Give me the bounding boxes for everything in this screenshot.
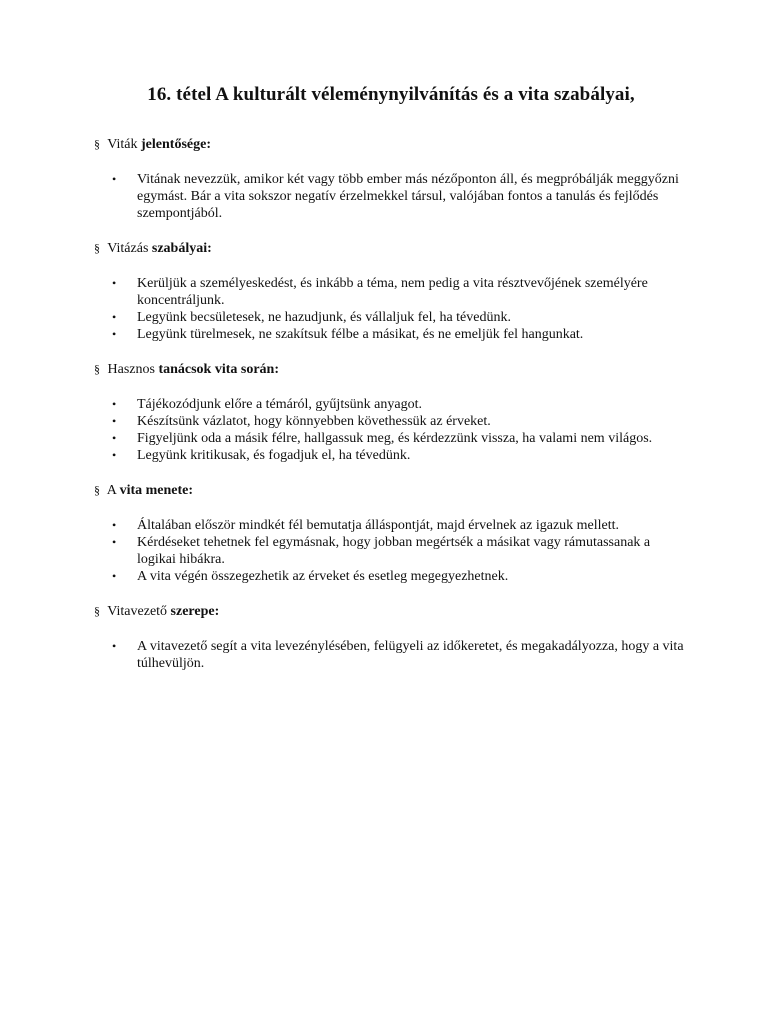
bullet-icon: • [112, 569, 117, 583]
section-heading-bold: tanácsok vita során: [158, 362, 279, 377]
list-item [94, 534, 688, 568]
document-title: 16. tétel A kulturált véleménynyilvánítás és a vita szabályai, [147, 84, 635, 105]
bullet-list [94, 396, 688, 464]
list-item-text: Kerüljük a személyeskedést, és inkább a téma, nem pedig a vita résztvevőjének személyére koncentráljunk. [137, 276, 648, 308]
section-marker-icon: § [94, 241, 100, 255]
list-item [94, 517, 688, 534]
section-marker-icon: § [94, 137, 100, 151]
section-heading-text: Vitavezető [107, 604, 171, 619]
list-item [94, 447, 688, 464]
section-heading-bold: vita menete: [119, 483, 194, 498]
list-item [94, 396, 688, 413]
bullet-icon: • [112, 518, 117, 532]
section-heading [94, 240, 688, 257]
list-item-text: A vita végén összegezhetik az érveket és esetleg megegyezhetnek. [137, 569, 509, 584]
list-item-text: Legyünk becsületesek, ne hazudjunk, és vállaljuk fel, ha tévedünk. [137, 310, 511, 325]
bullet-list [94, 171, 688, 222]
section-marker-icon: § [94, 483, 100, 497]
section-tanacsok [94, 361, 688, 464]
section-jelentosege [94, 136, 688, 222]
list-item-text: Kérdéseket tehetnek fel egymásnak, hogy jobban megértsék a másikat vagy rámutassanak a logikai hibákra. [137, 535, 651, 567]
bullet-list [94, 275, 688, 343]
section-heading-bold: szerepe: [170, 604, 220, 619]
list-item [94, 309, 688, 326]
list-item [94, 568, 688, 585]
section-heading-text: Vitázás [107, 241, 152, 256]
bullet-icon: • [112, 172, 117, 186]
list-item [94, 638, 688, 672]
list-item-text: Figyeljünk oda a másik félre, hallgassuk meg, és kérdezzünk vissza, ha valami nem világos. [137, 431, 653, 446]
section-heading-text: Hasznos [107, 362, 159, 377]
bullet-icon: • [112, 639, 117, 653]
section-marker-icon: § [94, 362, 100, 376]
section-heading-text: A [106, 483, 120, 498]
section-heading [94, 136, 688, 153]
section-heading-bold: szabályai: [151, 241, 212, 256]
list-item-text: Tájékozódjunk előre a témáról, gyűjtsünk anyagot. [137, 397, 422, 412]
section-vitavezeto [94, 603, 688, 672]
bullet-icon: • [112, 448, 117, 462]
bullet-icon: • [112, 535, 117, 549]
bullet-icon: • [112, 276, 117, 290]
list-item-text: Legyünk kritikusak, és fogadjuk el, ha tévedünk. [137, 448, 411, 463]
section-menete [94, 482, 688, 585]
section-marker-icon: § [94, 604, 100, 618]
section-heading [94, 482, 688, 499]
bullet-icon: • [112, 414, 117, 428]
bullet-icon: • [112, 397, 117, 411]
bullet-list [94, 638, 688, 672]
section-heading [94, 603, 688, 620]
section-heading-bold: jelentősége: [141, 137, 211, 152]
list-item-text: Általában először mindkét fél bemutatja álláspontját, majd érvelnek az igazuk mellett. [137, 518, 620, 533]
section-heading [94, 361, 688, 378]
list-item-text: Vitának nevezzük, amikor két vagy több ember más nézőponton áll, és megpróbálják meggyőzni egymást. Bár a vita sokszor negatív érzelmekkel társul, valójában fontos a tanulás és fejlődés szempontjából. [137, 172, 679, 221]
list-item-text: A vitavezető segít a vita levezénylésében, felügyeli az időkeretet, és megakadályozza, hogy a vita túlhevüljön. [137, 639, 684, 671]
bullet-list [94, 517, 688, 585]
list-item [94, 171, 688, 222]
list-item-text: Készítsünk vázlatot, hogy könnyebben követhessük az érveket. [137, 414, 491, 429]
section-heading-text: Viták [107, 137, 142, 152]
bullet-icon: • [112, 310, 117, 324]
list-item [94, 430, 688, 447]
bullet-icon: • [112, 431, 117, 445]
list-item-text: Legyünk türelmesek, ne szakítsuk félbe a másikat, és ne emeljük fel hangunkat. [137, 327, 584, 342]
list-item [94, 326, 688, 343]
list-item [94, 275, 688, 309]
bullet-icon: • [112, 327, 117, 341]
section-szabalyai [94, 240, 688, 343]
list-item [94, 413, 688, 430]
